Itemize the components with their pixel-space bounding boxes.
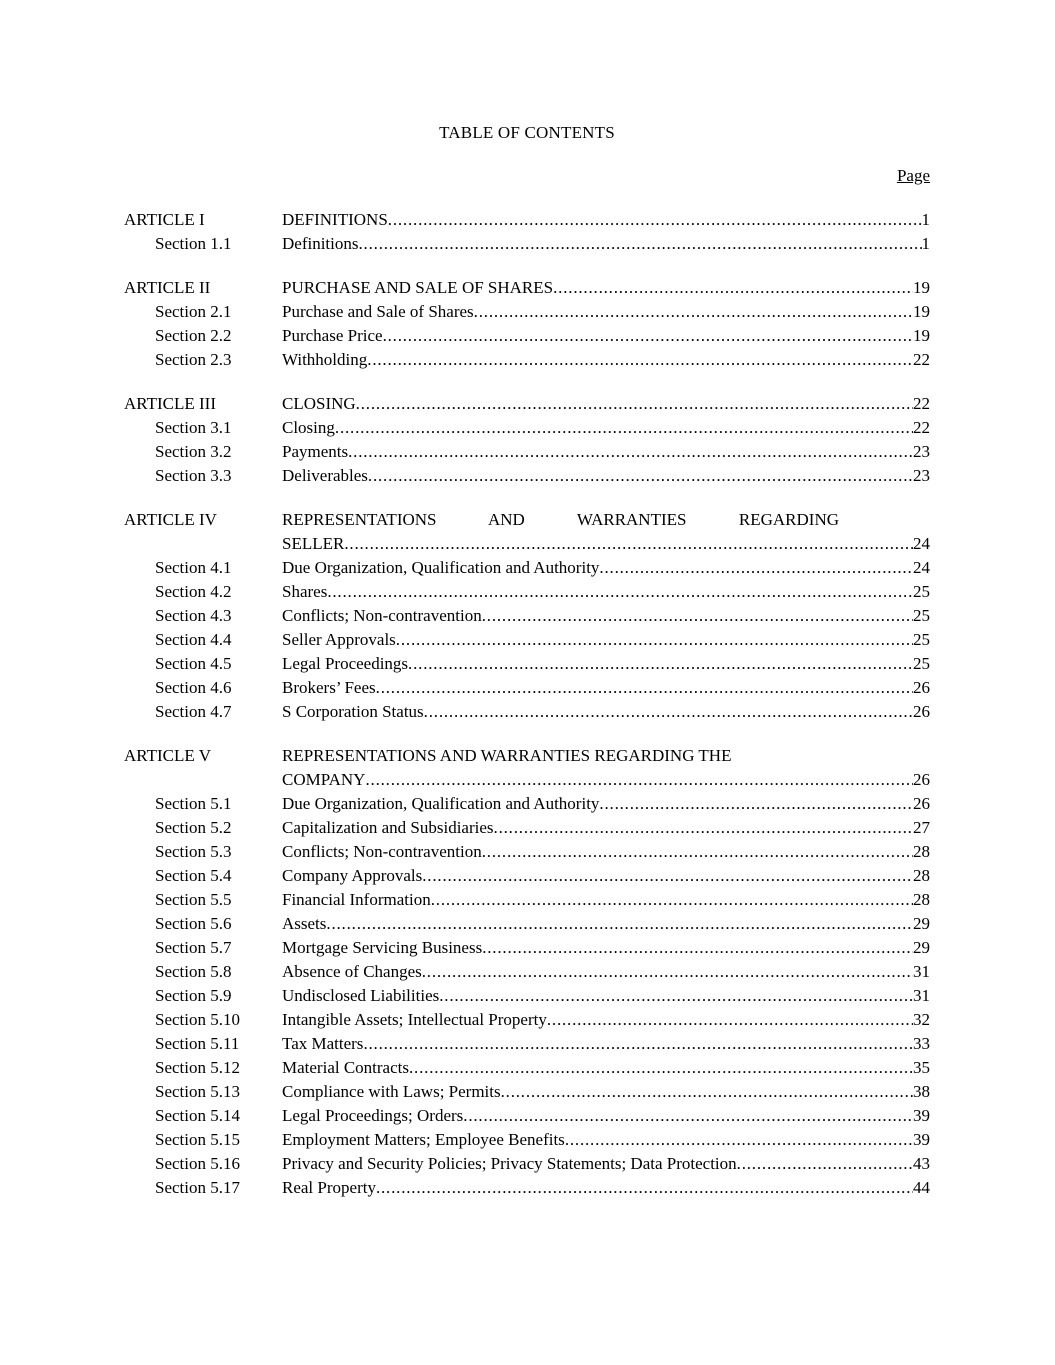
toc-entry-section — [124, 936, 930, 960]
dot-leader — [463, 1104, 913, 1128]
toc-entry-number: Section 1.1 — [155, 234, 232, 253]
toc-entry-leader-line — [282, 984, 930, 1008]
toc-entry-page-number: 25 — [913, 654, 930, 673]
toc-entry-section — [124, 1176, 930, 1200]
toc-entry-leader-line — [282, 300, 930, 324]
toc-entry-body — [282, 1128, 930, 1152]
toc-entry-body — [282, 984, 930, 1008]
toc-entry-page-number: 39 — [913, 1130, 930, 1149]
toc-entry-leader-line — [282, 628, 930, 652]
dot-leader — [482, 936, 913, 960]
toc-entry-leader-line — [282, 1080, 930, 1104]
toc-entry-section — [124, 232, 930, 256]
dot-leader — [599, 792, 913, 816]
dot-leader — [547, 1008, 913, 1032]
toc-entry-section — [124, 416, 930, 440]
toc-entry-body — [282, 508, 930, 556]
toc-entry-number: ARTICLE III — [124, 394, 216, 413]
toc-entry-body — [282, 888, 930, 912]
toc-entry-page-number: 26 — [913, 770, 930, 789]
toc-entry-page-number: 35 — [913, 1058, 930, 1077]
toc-entry-page-number: 23 — [913, 442, 930, 461]
toc-entry-article — [124, 276, 930, 300]
toc-entry-section — [124, 1008, 930, 1032]
toc-entry-body — [282, 1176, 930, 1200]
toc-entry-body — [282, 348, 930, 372]
toc-entry-section — [124, 864, 930, 888]
table-of-contents — [124, 208, 930, 1200]
toc-entry-title: Due Organization, Qualification and Authority — [282, 794, 600, 813]
toc-entry-number: Section 5.7 — [155, 938, 232, 957]
toc-entry-number: Section 5.12 — [155, 1058, 240, 1077]
toc-entry-page-number: 28 — [913, 890, 930, 909]
dot-leader — [388, 208, 922, 232]
toc-entry-title: Mortgage Servicing Business — [282, 938, 483, 957]
toc-entry-section — [124, 912, 930, 936]
dot-leader — [737, 1152, 913, 1176]
toc-entry-number: Section 4.1 — [155, 558, 232, 577]
toc-entry-leader-line — [282, 1032, 930, 1056]
toc-entry-body — [282, 232, 930, 256]
toc-entry-body — [282, 1032, 930, 1056]
toc-entry-section — [124, 348, 930, 372]
toc-entry-leader-line — [282, 604, 930, 628]
toc-entry-leader-line — [282, 652, 930, 676]
toc-entry-page-number: 32 — [913, 1010, 930, 1029]
toc-entry-leader-line — [282, 440, 930, 464]
toc-entry-number: Section 3.2 — [155, 442, 232, 461]
toc-entry-title: Legal Proceedings — [282, 654, 409, 673]
toc-entry-number: Section 5.13 — [155, 1082, 240, 1101]
dot-leader — [599, 556, 913, 580]
toc-entry-body — [282, 324, 930, 348]
toc-entry-number: Section 5.10 — [155, 1010, 240, 1029]
toc-entry-page-number: 29 — [913, 938, 930, 957]
toc-entry-leader-line — [282, 416, 930, 440]
toc-entry-title: Payments — [282, 442, 349, 461]
toc-entry-page-number: 28 — [913, 842, 930, 861]
toc-entry-leader-line — [282, 936, 930, 960]
toc-entry-section — [124, 652, 930, 676]
toc-entry-number: Section 5.6 — [155, 914, 232, 933]
toc-entry-section — [124, 1152, 930, 1176]
toc-entry-title: Conflicts; Non-contravention — [282, 842, 482, 861]
toc-entry-title: Financial Information — [282, 890, 431, 909]
toc-entry-leader-line — [282, 768, 930, 792]
toc-entry-page-number: 43 — [913, 1154, 930, 1173]
toc-entry-leader-line — [282, 392, 930, 416]
toc-entry-title: CLOSING — [282, 394, 356, 413]
toc-entry-number: Section 4.3 — [155, 606, 232, 625]
toc-entry-title: Tax Matters — [282, 1034, 364, 1053]
toc-entry-title: PURCHASE AND SALE OF SHARES — [282, 278, 554, 297]
dot-leader — [368, 464, 913, 488]
toc-entry-title: Seller Approvals — [282, 630, 396, 649]
toc-entry-page-number: 31 — [913, 986, 930, 1005]
toc-entry-title: Definitions — [282, 234, 359, 253]
toc-entry-number: Section 5.14 — [155, 1106, 240, 1125]
toc-entry-page-number: 25 — [913, 582, 930, 601]
dot-leader — [439, 984, 913, 1008]
toc-entry-leader-line — [282, 864, 930, 888]
toc-entry-title: Compliance with Laws; Permits — [282, 1082, 501, 1101]
toc-entry-title: Withholding — [282, 350, 368, 369]
toc-entry-title: Privacy and Security Policies; Privacy Statements; Data Protection — [282, 1154, 737, 1173]
toc-entry-leader-line — [282, 700, 930, 724]
toc-entry-section — [124, 792, 930, 816]
toc-entry-title: Employment Matters; Employee Benefits — [282, 1130, 565, 1149]
toc-entry-number: Section 2.2 — [155, 326, 232, 345]
toc-entry-section — [124, 604, 930, 628]
toc-entry-page-number: 19 — [913, 278, 930, 297]
toc-entry-body — [282, 440, 930, 464]
toc-entry-page-number: 19 — [913, 326, 930, 345]
toc-entry-number: Section 4.7 — [155, 702, 232, 721]
toc-entry-section — [124, 464, 930, 488]
toc-entry-page-number: 1 — [921, 210, 930, 229]
toc-entry-number: Section 5.11 — [155, 1034, 240, 1053]
toc-entry-section — [124, 1104, 930, 1128]
toc-entry-title: Purchase Price — [282, 326, 383, 345]
toc-entry-number: Section 3.1 — [155, 418, 232, 437]
toc-entry-number: Section 5.9 — [155, 986, 232, 1005]
toc-entry-number: Section 5.4 — [155, 866, 232, 885]
dot-leader — [376, 676, 913, 700]
toc-entry-page-number: 25 — [913, 606, 930, 625]
toc-entry-section — [124, 676, 930, 700]
toc-entry-number: Section 5.2 — [155, 818, 232, 837]
toc-entry-leader-line — [282, 532, 930, 556]
toc-entry-title: DEFINITIONS — [282, 210, 388, 229]
page-column-header: Page — [896, 166, 930, 185]
toc-entry-leader-line — [282, 464, 930, 488]
toc-entry-section — [124, 960, 930, 984]
toc-entry-page-number: 26 — [913, 678, 930, 697]
toc-entry-number: Section 5.17 — [155, 1178, 240, 1197]
toc-entry-body — [282, 276, 930, 300]
toc-entry-leader-line — [282, 1056, 930, 1080]
toc-entry-leader-line — [282, 232, 930, 256]
dot-leader — [482, 604, 913, 628]
toc-entry-article — [124, 744, 930, 792]
toc-entry-section — [124, 840, 930, 864]
toc-entry-page-number: 28 — [913, 866, 930, 885]
toc-entry-page-number: 22 — [913, 418, 930, 437]
toc-entry-number: Section 5.3 — [155, 842, 232, 861]
toc-entry-article — [124, 208, 930, 232]
toc-entry-body — [282, 628, 930, 652]
toc-entry-page-number: 25 — [913, 630, 930, 649]
toc-entry-body — [282, 864, 930, 888]
toc-entry-leader-line — [282, 840, 930, 864]
dot-leader — [408, 652, 913, 676]
toc-entry-section — [124, 1032, 930, 1056]
toc-entry-body — [282, 652, 930, 676]
toc-entry-leader-line — [282, 792, 930, 816]
dot-leader — [501, 1080, 913, 1104]
toc-entry-leader-line — [282, 1008, 930, 1032]
dot-leader — [326, 912, 913, 936]
toc-entry-page-number: 26 — [913, 702, 930, 721]
toc-entry-title: Conflicts; Non-contravention — [282, 606, 482, 625]
toc-entry-page-number: 22 — [913, 394, 930, 413]
toc-entry-title: Shares — [282, 582, 328, 601]
toc-entry-title: Deliverables — [282, 466, 368, 485]
toc-entry-number: Section 5.15 — [155, 1130, 240, 1149]
toc-entry-body — [282, 300, 930, 324]
toc-entry-body — [282, 936, 930, 960]
dot-leader — [383, 324, 913, 348]
toc-entry-title-line1: REPRESENTATIONS AND WARRANTIES REGARDING — [282, 510, 839, 529]
toc-entry-number: ARTICLE I — [124, 210, 205, 229]
toc-entry-body — [282, 208, 930, 232]
toc-entry-title-line1: REPRESENTATIONS AND WARRANTIES REGARDING THE — [282, 746, 732, 765]
toc-entry-title: Brokers’ Fees — [282, 678, 376, 697]
toc-entry-number: Section 5.16 — [155, 1154, 240, 1173]
dot-leader — [565, 1128, 913, 1152]
dot-leader — [376, 1176, 913, 1200]
toc-entry-article — [124, 508, 930, 556]
toc-entry-body — [282, 1104, 930, 1128]
dot-leader — [482, 840, 913, 864]
toc-entry-section — [124, 324, 930, 348]
toc-entry-number: Section 2.3 — [155, 350, 232, 369]
toc-entry-leader-line — [282, 1128, 930, 1152]
toc-entry-body — [282, 1056, 930, 1080]
toc-entry-leader-line — [282, 912, 930, 936]
dot-leader — [553, 276, 913, 300]
toc-entry-leader-line — [282, 676, 930, 700]
dot-leader — [363, 1032, 913, 1056]
dot-leader — [424, 700, 913, 724]
toc-entry-leader-line — [282, 348, 930, 372]
toc-entry-section — [124, 580, 930, 604]
toc-entry-body — [282, 912, 930, 936]
toc-entry-title: Absence of Changes — [282, 962, 422, 981]
dot-leader — [335, 416, 913, 440]
toc-entry-page-number: 26 — [913, 794, 930, 813]
toc-entry-leader-line — [282, 888, 930, 912]
toc-entry-leader-line — [282, 324, 930, 348]
toc-entry-leader-line — [282, 816, 930, 840]
toc-entry-leader-line — [282, 1152, 930, 1176]
toc-entry-body — [282, 416, 930, 440]
dot-leader — [327, 580, 913, 604]
toc-entry-page-number: 19 — [913, 302, 930, 321]
toc-entry-page-number: 23 — [913, 466, 930, 485]
toc-entry-section — [124, 1056, 930, 1080]
toc-entry-number: ARTICLE IV — [124, 510, 217, 529]
toc-entry-number: Section 2.1 — [155, 302, 232, 321]
toc-entry-section — [124, 700, 930, 724]
toc-entry-title: Intangible Assets; Intellectual Property — [282, 1010, 547, 1029]
toc-entry-page-number: 29 — [913, 914, 930, 933]
dot-leader — [359, 232, 922, 256]
toc-entry-body — [282, 1080, 930, 1104]
toc-entry-section — [124, 888, 930, 912]
dot-leader — [409, 1056, 913, 1080]
toc-entry-number: ARTICLE V — [124, 746, 211, 765]
toc-entry-title: S Corporation Status — [282, 702, 424, 721]
toc-entry-title: Company Approvals — [282, 866, 423, 885]
toc-entry-title: SELLER — [282, 534, 345, 553]
toc-entry-title: Due Organization, Qualification and Authority — [282, 558, 600, 577]
toc-entry-page-number: 44 — [913, 1178, 930, 1197]
toc-entry-leader-line — [282, 208, 930, 232]
page-title: TABLE OF CONTENTS — [439, 123, 615, 142]
toc-entry-body — [282, 556, 930, 580]
dot-leader — [348, 440, 913, 464]
toc-entry-body — [282, 676, 930, 700]
toc-entry-number: Section 5.1 — [155, 794, 232, 813]
toc-entry-title: Assets — [282, 914, 327, 933]
toc-entry-section — [124, 556, 930, 580]
toc-entry-section — [124, 1128, 930, 1152]
toc-entry-leader-line — [282, 1104, 930, 1128]
toc-entry-body — [282, 464, 930, 488]
dot-leader — [356, 392, 913, 416]
toc-entry-page-number: 31 — [913, 962, 930, 981]
toc-entry-page-number: 22 — [913, 350, 930, 369]
toc-entry-title: Material Contracts — [282, 1058, 409, 1077]
toc-entry-body — [282, 700, 930, 724]
toc-entry-leader-line — [282, 580, 930, 604]
toc-entry-number: ARTICLE II — [124, 278, 211, 297]
toc-entry-page-number: 27 — [913, 818, 930, 837]
toc-entry-number: Section 3.3 — [155, 466, 232, 485]
toc-entry-body — [282, 604, 930, 628]
toc-entry-leader-line — [282, 276, 930, 300]
toc-entry-number: Section 4.4 — [155, 630, 232, 649]
toc-entry-body — [282, 816, 930, 840]
toc-entry-section — [124, 440, 930, 464]
toc-entry-page-number: 24 — [913, 534, 930, 553]
toc-entry-number: Section 4.5 — [155, 654, 232, 673]
toc-entry-section — [124, 984, 930, 1008]
toc-entry-title: Legal Proceedings; Orders — [282, 1106, 464, 1125]
toc-entry-body — [282, 744, 930, 792]
toc-entry-section — [124, 628, 930, 652]
dot-leader — [431, 888, 913, 912]
toc-entry-body — [282, 792, 930, 816]
toc-entry-body — [282, 960, 930, 984]
toc-entry-article — [124, 392, 930, 416]
toc-entry-leader-line — [282, 960, 930, 984]
toc-entry-body — [282, 1008, 930, 1032]
toc-entry-title: Capitalization and Subsidiaries — [282, 818, 494, 837]
toc-entry-page-number: 24 — [913, 558, 930, 577]
toc-entry-body — [282, 580, 930, 604]
toc-entry-leader-line — [282, 1176, 930, 1200]
toc-entry-title: Undisclosed Liabilities — [282, 986, 440, 1005]
toc-entry-page-number: 1 — [921, 234, 930, 253]
toc-entry-number: Section 4.2 — [155, 582, 232, 601]
toc-entry-section — [124, 816, 930, 840]
toc-entry-body — [282, 840, 930, 864]
toc-entry-number: Section 5.8 — [155, 962, 232, 981]
toc-entry-title: COMPANY — [282, 770, 366, 789]
dot-leader — [474, 300, 913, 324]
toc-entry-title: Purchase and Sale of Shares — [282, 302, 474, 321]
dot-leader — [365, 768, 913, 792]
toc-entry-section — [124, 300, 930, 324]
toc-entry-title: Closing — [282, 418, 335, 437]
toc-entry-section — [124, 1080, 930, 1104]
dot-leader — [344, 532, 913, 556]
toc-entry-body — [282, 1152, 930, 1176]
toc-entry-body — [282, 392, 930, 416]
toc-entry-page-number: 38 — [913, 1082, 930, 1101]
toc-entry-leader-line — [282, 556, 930, 580]
dot-leader — [422, 864, 913, 888]
dot-leader — [396, 628, 913, 652]
dot-leader — [494, 816, 913, 840]
toc-entry-page-number: 33 — [913, 1034, 930, 1053]
toc-entry-page-number: 39 — [913, 1106, 930, 1125]
toc-entry-number: Section 4.6 — [155, 678, 232, 697]
toc-entry-number: Section 5.5 — [155, 890, 232, 909]
dot-leader — [367, 348, 913, 372]
dot-leader — [422, 960, 913, 984]
toc-entry-title: Real Property — [282, 1178, 376, 1197]
